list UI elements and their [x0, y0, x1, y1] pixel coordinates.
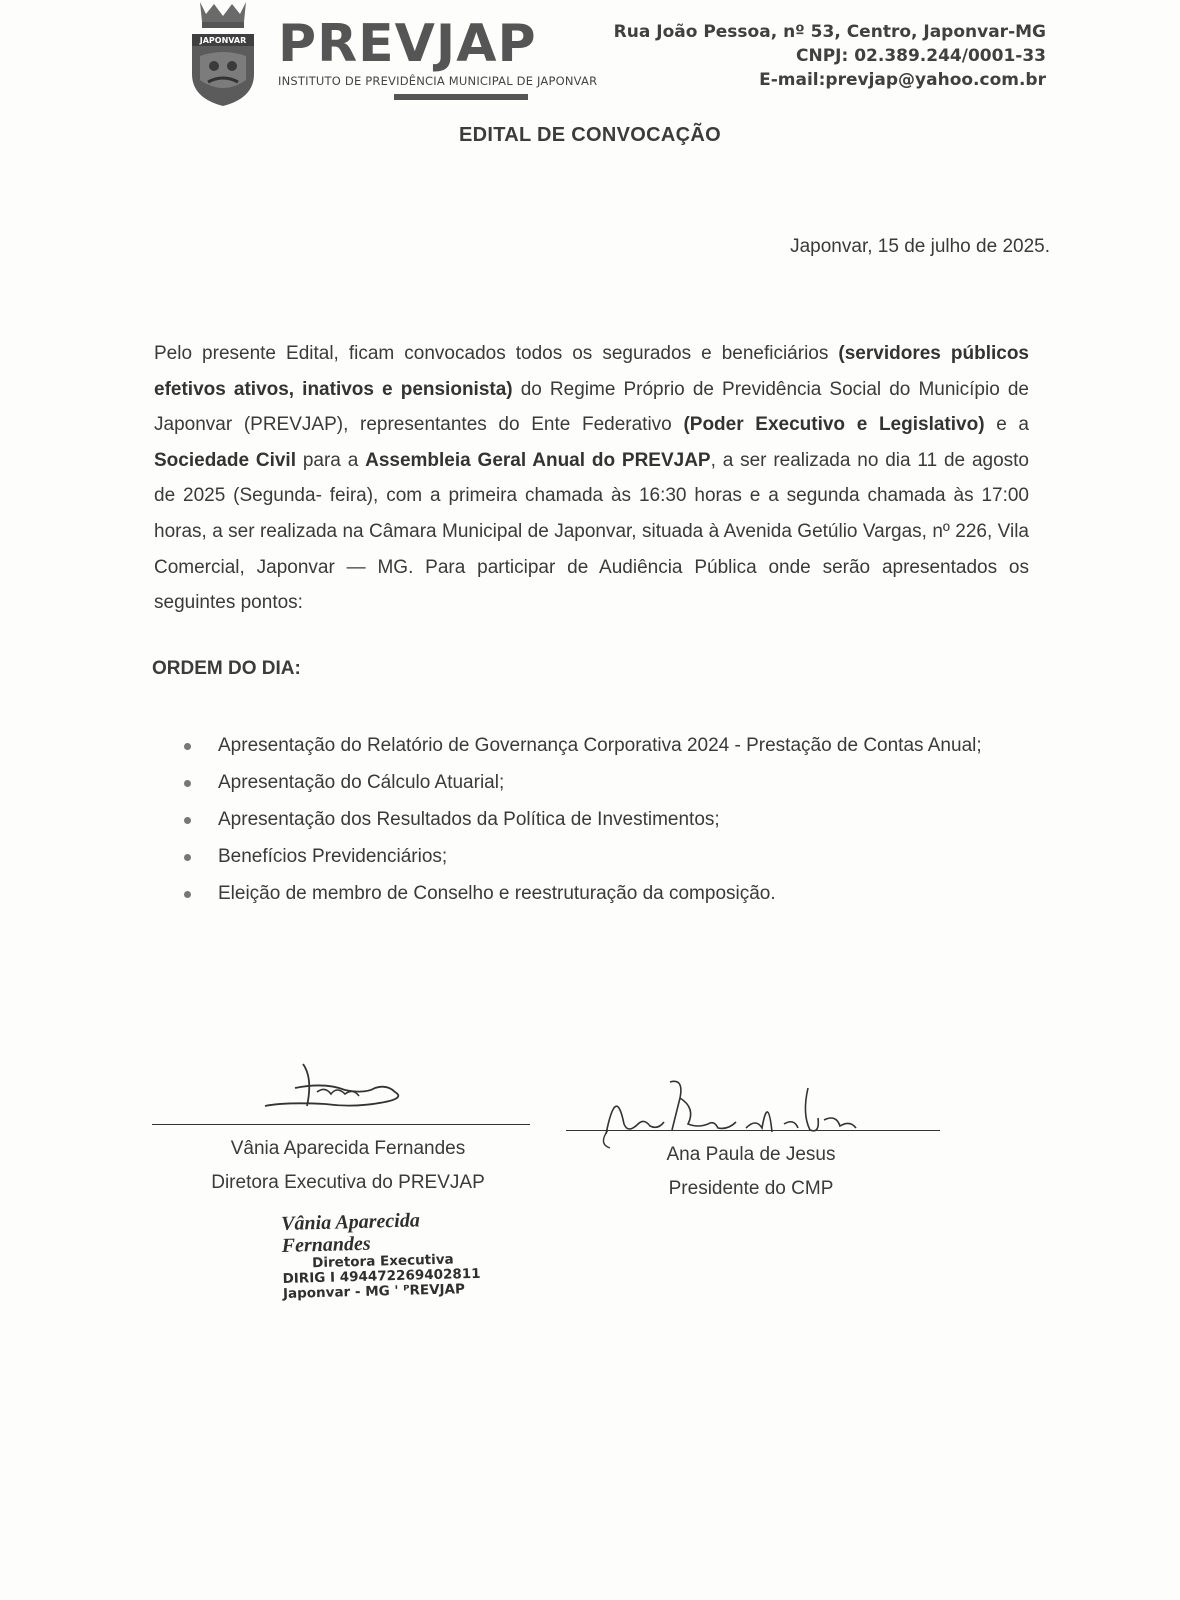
- signature-line-right: [566, 1130, 940, 1131]
- stamp-id: DIRIG I 494472269402811: [282, 1265, 481, 1288]
- stamp-role: Diretora Executiva: [311, 1251, 454, 1272]
- stamp-name: Vânia Aparecida Fernandes: [280, 1209, 421, 1258]
- document-title: EDITAL DE CONVOCAÇÃO: [459, 124, 721, 146]
- list-item: Apresentação do Cálculo Atuarial;: [184, 767, 1014, 798]
- address: Rua João Pessoa, nº 53, Centro, Japonvar-MG: [613, 22, 1046, 42]
- body-paragraph: Pelo presente Edital, ficam convocados todos os segurados e beneficiários (servidores públicos efetivos ativos, inativos e pensionista) do Regime Próprio de Previdência Social do Município de Japonvar (PREVJAP), representantes do Ente Federativo (Poder Executivo e Legislativo) e a Sociedade Civil para a Assembleia Geral Anual do PREVJAP, a ser realizada no dia 11 de agosto de 2025 (Segunda- feira), com a primeira chamada às 16:30 horas e a segunda chamada às 17:00 horas, a ser realizada na Câmara Municipal de Japonvar, situada à Avenida Getúlio Vargas, nº 226, Vila Comercial, Japonvar — MG. Para participar de Audiência Pública onde serão apresentados os seguintes pontos:: [154, 343, 1030, 614]
- brand-underline: [394, 94, 528, 100]
- list-item: Eleição de membro de Conselho e reestruturação da composição.: [184, 878, 1014, 909]
- agenda-heading: ORDEM DO DIA:: [152, 658, 301, 679]
- svg-text:JAPONVAR: JAPONVAR: [199, 36, 247, 45]
- list-item: Benefícios Previdenciários;: [184, 841, 1014, 872]
- handwritten-signature-right: [588, 1074, 868, 1154]
- signer-role-left: Diretora Executiva do PREVJAP: [211, 1172, 485, 1193]
- bullet-icon: [184, 817, 191, 824]
- brand-subtitle: INSTITUTO DE PREVIDÊNCIA MUNICIPAL DE JAPONVAR: [278, 74, 598, 88]
- list-item: Apresentação do Relatório de Governança Corporativa 2024 - Prestação de Contas Anual;: [184, 730, 1014, 761]
- signer-name-right: Ana Paula de Jesus: [666, 1144, 836, 1165]
- bullet-icon: [184, 780, 191, 787]
- handwritten-signature-left: [255, 1058, 455, 1118]
- municipal-crest-logo: [190, 0, 256, 108]
- contact-block: [614, 20, 1046, 92]
- list-item: Apresentação dos Resultados da Política de Investimentos;: [184, 804, 1014, 835]
- cnpj: CNPJ: 02.389.244/0001-33: [796, 46, 1046, 66]
- signature-line-left: [152, 1124, 530, 1125]
- agenda-list: [184, 730, 1014, 915]
- email: E-mail:prevjap@yahoo.com.br: [759, 70, 1046, 90]
- brand-block: [278, 14, 598, 100]
- signer-name-left: Vânia Aparecida Fernandes: [230, 1138, 466, 1159]
- signer-role-right: Presidente do CMP: [668, 1178, 834, 1199]
- bullet-icon: [184, 854, 191, 861]
- stamp-place: Japonvar - MG ' ᴾREVJAP: [282, 1281, 466, 1302]
- brand-name: PREVJAP: [278, 14, 537, 74]
- bullet-icon: [184, 743, 191, 750]
- document-date: Japonvar, 15 de julho de 2025.: [790, 236, 1050, 257]
- bullet-icon: [184, 891, 191, 898]
- official-stamp: [281, 1207, 513, 1302]
